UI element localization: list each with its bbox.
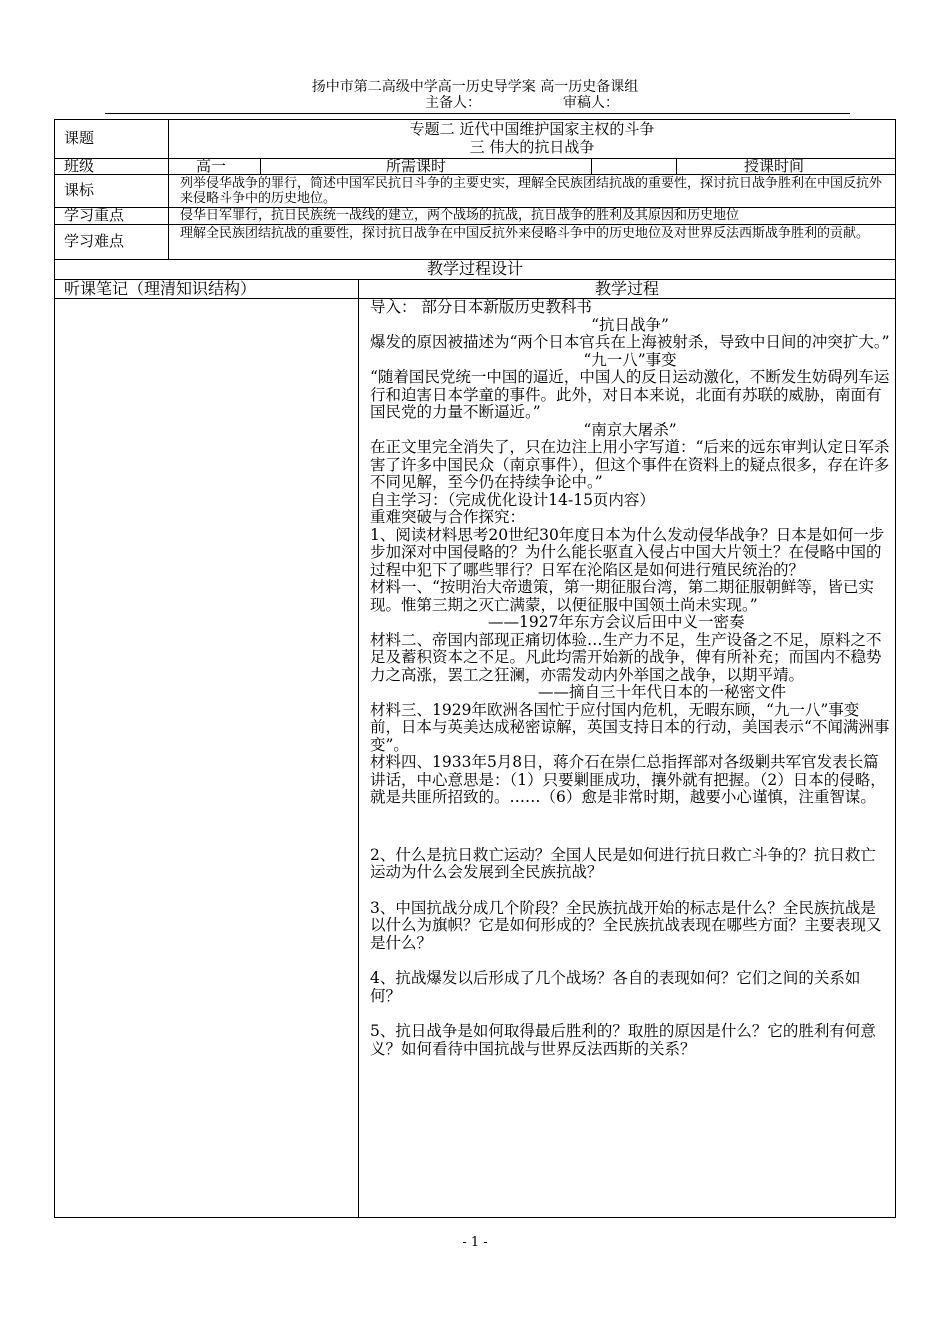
col-divider bbox=[591, 158, 592, 174]
material-1: 材料一、“按明治大帝遗策，第一期征服台湾，第二期征服朝鲜等，皆已实现。惟第三期之灭亡满蒙，以便征服中国领土尚未实现。” bbox=[370, 578, 874, 614]
question-3: 3、中国抗战分成几个阶段？全民族抗战开始的标志是什么？全民族抗战是以什么为旗帜？它是如何形成的？全民族抗战表现在哪些方面？主要表现又是什么？ bbox=[370, 898, 882, 952]
subheading-918: “九一八”事变 bbox=[583, 350, 677, 369]
material-2-source: ——摘自三十年代日本的一秘密文件 bbox=[538, 683, 787, 701]
material-1-source: ——1927年东方会议后田中义一密奏 bbox=[488, 613, 745, 631]
class-value: 高一 bbox=[196, 157, 227, 175]
subheading-war: “抗日战争” bbox=[591, 315, 669, 334]
col-divider bbox=[358, 279, 359, 1218]
spacer bbox=[370, 882, 890, 900]
question-2: 2、什么是抗日救亡运动？全国人民是如何进行抗日救亡斗争的？抗日救亡运动为什么会发展到全民族抗战？ bbox=[370, 845, 876, 881]
col-divider bbox=[260, 158, 261, 174]
paragraph-nanjing: 在正文里完全消失了，只在边注上用小字写道：“后来的远东审判认定日军杀害了许多中国民众（南京事件），但这个事件在资料上的疑点很多，存在许多不同见解，至今仍在持续争论中。” bbox=[370, 438, 890, 491]
topic-line-2: 三 伟大的抗日战争 bbox=[469, 138, 595, 156]
standard-text: 列举侵华战争的罪行，简述中国军民抗日斗争的主要史实，理解全民族团结抗战的重要性，探讨抗日战争胜利在中国反抗外来侵略斗争中的历史地位。 bbox=[180, 176, 883, 206]
paragraph-war: 爆发的原因被描述为“两个日本官兵在上海被射杀，导致中日间的冲突扩大。” bbox=[370, 333, 890, 351]
subheading-nanjing: “南京大屠杀” bbox=[583, 420, 677, 439]
difficulty-label: 学习难点 bbox=[64, 232, 125, 250]
reviewer-label: 审稿人： bbox=[563, 95, 619, 111]
question-4: 4、抗战爆发以后形成了几个战场？各自的表现如何？它们之间的关系如何？ bbox=[370, 969, 861, 1005]
self-study-line: 自主学习：（完成优化设计14-15页内容） bbox=[370, 490, 655, 509]
time-label: 授课时间 bbox=[744, 157, 805, 175]
hours-label: 所需课时 bbox=[386, 157, 447, 175]
page-number: - 1 - bbox=[462, 1235, 488, 1250]
process-label: 教学过程 bbox=[594, 279, 659, 298]
question-5: 5、抗日战争是如何取得最后胜利的？取胜的原因是什么？它的胜利有何意义？如何看待中国抗战与世界反法西斯的关系？ bbox=[370, 1022, 876, 1058]
material-2: 材料二、帝国内部现正痛切体验…生产力不足，生产设备之不足，原料之不足及蓄积资本之不足。凡此均需开始新的战争，俾有所补充；而国内不稳势力之高涨，罢工之狂澜，亦需发动内外举国之战争，以期平靖。 bbox=[370, 630, 882, 684]
intro-line: 导入： 部分日本新版历史教科书 bbox=[370, 298, 592, 316]
difficulty-text: 理解全民族团结抗战的重要性，探讨抗日战争在中国反抗外来侵略斗争中的历史地位及对世界反法西斯战争胜利的贡献。 bbox=[180, 226, 870, 241]
topic-label: 课题 bbox=[64, 129, 95, 147]
class-label: 班级 bbox=[64, 157, 95, 175]
design-title: 教学过程设计 bbox=[426, 259, 523, 278]
topic-title bbox=[168, 119, 896, 156]
topic-line-1: 专题二 近代中国维护国家主权的斗争 bbox=[409, 120, 655, 138]
focus-label: 学习重点 bbox=[64, 206, 125, 224]
row-divider bbox=[54, 224, 896, 225]
explore-line: 重难突破与合作探究： bbox=[370, 508, 526, 526]
material-4: 材料四、1933年5月8日，蒋介石在崇仁总指挥部对各级剿共军官发表长篇讲话，中心意思是：（1）只要剿匪成功，攘外就有把握。（2）日本的侵略，就是共匪所招致的。……（6）愈是非常时期，越要小心谨慎，注重智谋。 bbox=[370, 753, 886, 806]
col-divider bbox=[676, 158, 677, 174]
focus-text: 侵华日军罪行，抗日民族统一战线的建立，两个战场的抗战，抗日战争的胜利及其原因和历史地位 bbox=[180, 208, 740, 223]
paragraph-918: “随着国民党统一中国的逼近，中国人的反日运动激化，不断发生妨碍列车运行和迫害日本学童的事件。此外，对日本来说，北面有苏联的威胁，南面有国民党的力量不断逼近。” bbox=[370, 368, 890, 421]
school-header: 扬中市第二高级中学高一历史导学案 高一历史备课组 bbox=[311, 79, 639, 95]
header-rule bbox=[105, 113, 850, 114]
spacer bbox=[370, 1005, 890, 1023]
author-line bbox=[425, 94, 701, 112]
standard-label: 课标 bbox=[64, 181, 95, 199]
notes-label: 听课笔记（理清知识结构） bbox=[64, 279, 257, 298]
material-3: 材料三、1929年欧洲各国忙于应付国内危机，无暇东顾，“九一八”事变前，日本与英美达成秘密谅解，英国支持日本的行动，美国表示“不闻满洲事变”。 bbox=[370, 700, 890, 754]
spacer bbox=[370, 807, 890, 847]
teaching-process bbox=[370, 299, 890, 1058]
notes-area[interactable] bbox=[54, 298, 358, 1218]
question-1: 1、阅读材料思考20世纪30年度日本为什么发动侵华战争？日本是如何一步步加深对中国侵略的？为什么能长驱直入侵占中国大片领土？在侵略中国的过程中犯下了哪些罪行？日军在沦陷区是如何进行殖民统治的？ bbox=[370, 525, 885, 579]
preparer-label: 主备人： bbox=[425, 95, 481, 111]
spacer bbox=[370, 952, 890, 970]
